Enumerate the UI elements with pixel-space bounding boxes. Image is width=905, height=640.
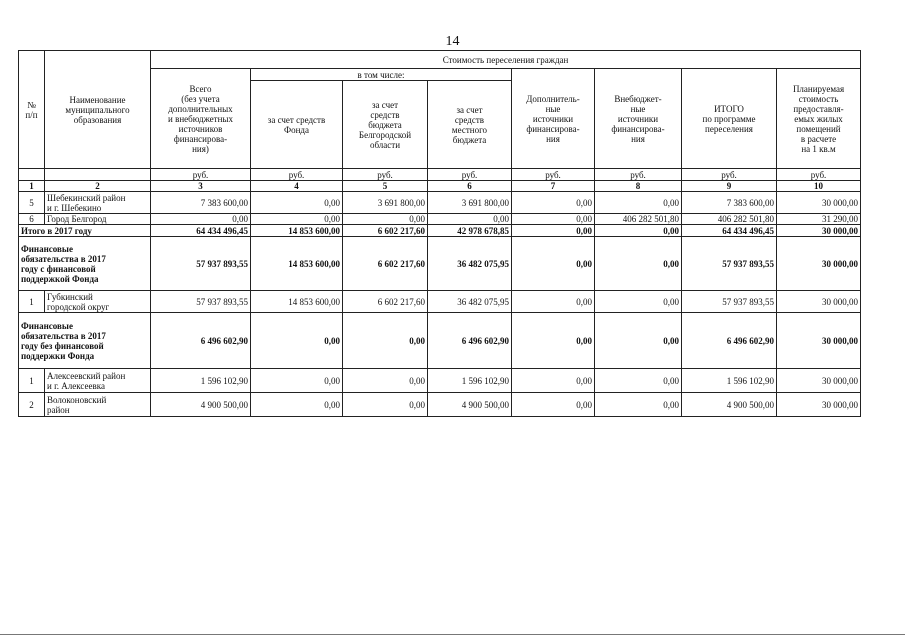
value-cell: 0,00 bbox=[343, 369, 428, 393]
value-cell: 406 282 501,80 bbox=[595, 214, 682, 225]
unit-cell: руб. bbox=[151, 169, 251, 181]
value-cell: 36 482 075,95 bbox=[428, 291, 512, 313]
section-value: 57 937 893,55 bbox=[151, 237, 251, 291]
value-cell: 0,00 bbox=[151, 214, 251, 225]
column-index-cell: 3 bbox=[151, 181, 251, 192]
section-value: 30 000,00 bbox=[777, 237, 861, 291]
value-cell: 0,00 bbox=[512, 214, 595, 225]
table-row bbox=[19, 393, 861, 417]
section-value: 57 937 893,55 bbox=[682, 237, 777, 291]
value-cell: 57 937 893,55 bbox=[682, 291, 777, 313]
header-col-planned-text: Планируемая стоимость предоставля- емых жилых помещений в расчете на 1 кв.м bbox=[792, 83, 845, 154]
header-col-regional-text: за счет средств бюджета Белгородской области bbox=[358, 99, 412, 150]
unit-cell: руб. bbox=[343, 169, 428, 181]
section-value: 0,00 bbox=[512, 313, 595, 369]
column-index-cell: 9 bbox=[682, 181, 777, 192]
value-cell: 7 383 600,00 bbox=[682, 192, 777, 214]
row-name-text: Город Белгород bbox=[47, 214, 107, 224]
column-index-row bbox=[19, 181, 861, 192]
section-value: 0,00 bbox=[595, 237, 682, 291]
row-name-text: Шебекинский район и г. Шебекино bbox=[47, 192, 126, 213]
page-bottom-divider bbox=[0, 634, 905, 635]
row-number: 5 bbox=[19, 192, 45, 214]
unit-cell-blank bbox=[45, 169, 151, 181]
row-name bbox=[45, 291, 151, 313]
value-cell: 1 596 102,90 bbox=[151, 369, 251, 393]
header-col-regional bbox=[343, 81, 428, 169]
total-value: 64 434 496,45 bbox=[682, 225, 777, 237]
section-value: 0,00 bbox=[343, 313, 428, 369]
value-cell: 0,00 bbox=[343, 393, 428, 417]
column-index-cell: 7 bbox=[512, 181, 595, 192]
header-col-local-text: за счет средств местного бюджета bbox=[451, 104, 488, 145]
total-value: 0,00 bbox=[595, 225, 682, 237]
section-label-text: Финансовые обязательства в 2017 году без финансовой поддержки Фонда bbox=[21, 320, 106, 361]
unit-cell: руб. bbox=[777, 169, 861, 181]
section-value: 36 482 075,95 bbox=[428, 237, 512, 291]
table-row bbox=[19, 369, 861, 393]
table-row bbox=[19, 214, 861, 225]
total-row bbox=[19, 225, 861, 237]
value-cell: 30 000,00 bbox=[777, 369, 861, 393]
section-value: 0,00 bbox=[595, 313, 682, 369]
column-index-cell: 4 bbox=[251, 181, 343, 192]
header-col-additional bbox=[512, 69, 595, 169]
value-cell: 30 000,00 bbox=[777, 291, 861, 313]
value-cell: 1 596 102,90 bbox=[428, 369, 512, 393]
row-number: 1 bbox=[19, 369, 45, 393]
header-col-name bbox=[45, 51, 151, 169]
header-col-offbudget bbox=[595, 69, 682, 169]
section-value: 6 496 602,90 bbox=[682, 313, 777, 369]
value-cell: 30 000,00 bbox=[777, 192, 861, 214]
column-index-cell: 5 bbox=[343, 181, 428, 192]
column-index-cell: 10 bbox=[777, 181, 861, 192]
header-col-name-text: Наименование муниципального образования bbox=[65, 94, 130, 125]
value-cell: 0,00 bbox=[428, 214, 512, 225]
value-cell: 1 596 102,90 bbox=[682, 369, 777, 393]
value-cell: 6 602 217,60 bbox=[343, 291, 428, 313]
value-cell: 0,00 bbox=[512, 192, 595, 214]
section-label-text: Финансовые обязательства в 2017 году с финансовой поддержкой Фонда bbox=[21, 243, 106, 284]
total-value: 42 978 678,85 bbox=[428, 225, 512, 237]
row-name bbox=[45, 393, 151, 417]
header-group-title-text: Стоимость переселения граждан bbox=[442, 54, 569, 65]
total-value: 64 434 496,45 bbox=[151, 225, 251, 237]
value-cell: 0,00 bbox=[595, 369, 682, 393]
value-cell: 7 383 600,00 bbox=[151, 192, 251, 214]
total-value: 0,00 bbox=[512, 225, 595, 237]
header-col-planned bbox=[777, 69, 861, 169]
section-label bbox=[19, 237, 151, 291]
section-row-without-fund bbox=[19, 313, 861, 369]
value-cell: 57 937 893,55 bbox=[151, 291, 251, 313]
row-number: 2 bbox=[19, 393, 45, 417]
header-subgroup-title bbox=[251, 69, 512, 81]
value-cell: 0,00 bbox=[595, 291, 682, 313]
value-cell: 30 000,00 bbox=[777, 393, 861, 417]
column-index-cell: 2 bbox=[45, 181, 151, 192]
value-cell: 4 900 500,00 bbox=[151, 393, 251, 417]
section-value: 6 496 602,90 bbox=[428, 313, 512, 369]
header-col-itogo bbox=[682, 69, 777, 169]
units-row bbox=[19, 169, 861, 181]
value-cell: 3 691 800,00 bbox=[343, 192, 428, 214]
section-value: 6 496 602,90 bbox=[151, 313, 251, 369]
row-number: 1 bbox=[19, 291, 45, 313]
value-cell: 3 691 800,00 bbox=[428, 192, 512, 214]
value-cell: 0,00 bbox=[251, 369, 343, 393]
section-value: 30 000,00 bbox=[777, 313, 861, 369]
value-cell: 4 900 500,00 bbox=[682, 393, 777, 417]
table-row bbox=[19, 291, 861, 313]
header-col-fund-text: за счет средств Фонда bbox=[267, 114, 326, 135]
section-label bbox=[19, 313, 151, 369]
unit-cell: руб. bbox=[595, 169, 682, 181]
row-name-text: Губкинский городской округ bbox=[47, 291, 110, 312]
section-value: 0,00 bbox=[251, 313, 343, 369]
value-cell: 31 290,00 bbox=[777, 214, 861, 225]
total-value: 30 000,00 bbox=[777, 225, 861, 237]
unit-cell: руб. bbox=[251, 169, 343, 181]
header-col-no-text: № п/п bbox=[25, 99, 38, 120]
header-col-fund bbox=[251, 81, 343, 169]
column-index-cell: 8 bbox=[595, 181, 682, 192]
total-value: 14 853 600,00 bbox=[251, 225, 343, 237]
header-col-no bbox=[19, 51, 45, 169]
value-cell: 4 900 500,00 bbox=[428, 393, 512, 417]
unit-cell: руб. bbox=[428, 169, 512, 181]
row-name bbox=[45, 369, 151, 393]
column-index-cell: 6 bbox=[428, 181, 512, 192]
total-label: Итого в 2017 году bbox=[19, 225, 151, 237]
column-index-cell: 1 bbox=[19, 181, 45, 192]
header-col-additional-text: Дополнитель- ные источники финансирова- ния bbox=[526, 93, 580, 144]
unit-cell: руб. bbox=[512, 169, 595, 181]
header-col-local bbox=[428, 81, 512, 169]
header-col-offbudget-text: Внебюджет- ные источники финансирова- ния bbox=[611, 93, 665, 144]
value-cell: 0,00 bbox=[512, 393, 595, 417]
page-number: 14 bbox=[445, 34, 460, 49]
unit-cell-blank bbox=[19, 169, 45, 181]
section-value: 0,00 bbox=[512, 237, 595, 291]
value-cell: 0,00 bbox=[512, 369, 595, 393]
value-cell: 0,00 bbox=[595, 393, 682, 417]
table-row bbox=[19, 192, 861, 214]
header-col-itogo-text: ИТОГО по программе переселения bbox=[702, 103, 756, 134]
header-group-title bbox=[151, 51, 861, 69]
row-name-text: Волоконовский район bbox=[47, 394, 107, 415]
header-col-total-text: Всего (без учета дополнительных и внебюджетных источников финансирова- ния) bbox=[168, 83, 233, 154]
resettlement-cost-table bbox=[18, 50, 861, 417]
value-cell: 0,00 bbox=[251, 192, 343, 214]
value-cell: 0,00 bbox=[595, 192, 682, 214]
row-number: 6 bbox=[19, 214, 45, 225]
header-col-total bbox=[151, 69, 251, 169]
row-name bbox=[45, 214, 151, 225]
total-value: 6 602 217,60 bbox=[343, 225, 428, 237]
unit-cell: руб. bbox=[682, 169, 777, 181]
row-name bbox=[45, 192, 151, 214]
header-subgroup-title-text: в том числе: bbox=[357, 69, 405, 80]
value-cell: 406 282 501,80 bbox=[682, 214, 777, 225]
section-value: 14 853 600,00 bbox=[251, 237, 343, 291]
section-row-with-fund bbox=[19, 237, 861, 291]
value-cell: 0,00 bbox=[343, 214, 428, 225]
value-cell: 14 853 600,00 bbox=[251, 291, 343, 313]
row-name-text: Алексеевский район и г. Алексеевка bbox=[47, 370, 126, 391]
value-cell: 0,00 bbox=[512, 291, 595, 313]
section-value: 6 602 217,60 bbox=[343, 237, 428, 291]
value-cell: 0,00 bbox=[251, 214, 343, 225]
value-cell: 0,00 bbox=[251, 393, 343, 417]
